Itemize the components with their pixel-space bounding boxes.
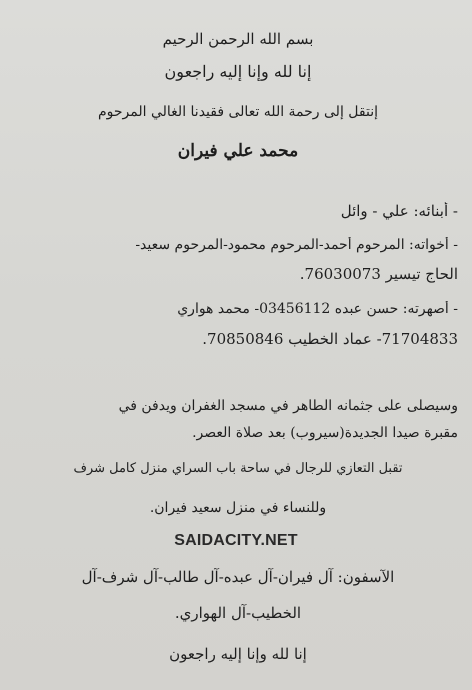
quran-verse-bottom: إنا لله وإنا إليه راجعون [169, 645, 307, 663]
basmala-heading: بسم الله الرحمن الرحيم [162, 30, 314, 48]
in-laws-line-2: 71704833- عماد الخطيب 70850846. [202, 330, 458, 348]
deceased-name: محمد علي فيران [177, 141, 299, 161]
condolences-line-1: تقبل التعازي للرجال في ساحة باب السراي منزل كامل شرف [73, 461, 403, 476]
mourners-line-1: الآسفون: آل فيران-آل عبده-آل طالب-آل شرف-آل [81, 568, 395, 586]
sons-line: - أبنائه: علي - وائل [340, 202, 458, 220]
brothers-line-2: الحاج تيسير 76030073. [299, 265, 458, 283]
death-announcement: إنتقل إلى رحمة الله تعالى فقيدنا الغالي المرحوم [98, 104, 378, 120]
condolences-line-2: وللنساء في منزل سعيد فيران. [149, 500, 327, 516]
prayer-burial-line-2: مقبرة صيدا الجديدة(سيروب) بعد صلاة العصر. [192, 425, 458, 441]
mourners-line-2: الخطيب-آل الهواري. [174, 604, 302, 622]
prayer-burial-line-1: وسيصلى على جثمانه الطاهر في مسجد الغفران ويدفن في [118, 398, 458, 414]
brothers-line-1: - أخواته: المرحوم أحمد-المرحوم محمود-المرحوم سعيد- [135, 237, 458, 253]
in-laws-line-1: - أصهرته: حسن عبده 03456112- محمد هواري [177, 301, 458, 317]
site-watermark: SAIDACITY.NET [174, 532, 298, 549]
quran-verse-top: إنا لله وإنا إليه راجعون [164, 62, 312, 81]
